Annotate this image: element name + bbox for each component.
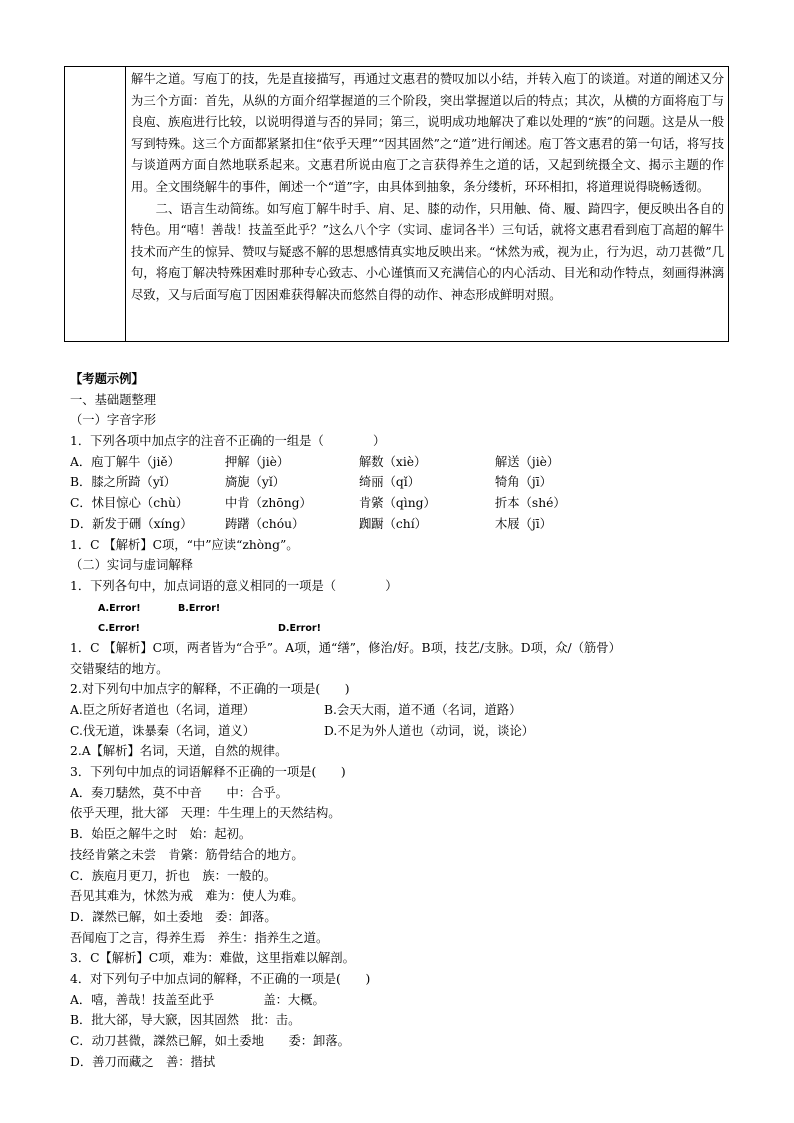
subsection-title: （一）字音字形	[70, 413, 157, 428]
option-line: 吾见其难为，怵然为戒 难为：使人为难。	[70, 889, 304, 904]
option: 肯綮（qìng）	[359, 496, 436, 511]
option-line: B．始臣之解牛之时 始：起初。	[70, 827, 252, 842]
answer: 3．C【解析】C项，难为：难做，这里指难以解剖。	[70, 951, 355, 966]
subsection-title: （二）实词与虚词解释	[70, 558, 193, 573]
table-column-divider	[125, 67, 126, 341]
option-b: B.Error!	[178, 602, 221, 614]
option-a: A.Error!	[98, 602, 141, 614]
option-line: 技经肯綮之未尝 肯綮：筋骨结合的地方。	[70, 847, 304, 862]
option: 旖旎（yǐ）	[225, 475, 286, 490]
option: B．膝之所踦（yǐ）	[70, 475, 176, 490]
exam-examples	[70, 369, 735, 1072]
option-b: B.会天大雨，道不通（名词，道路）	[324, 703, 522, 717]
analysis-table	[64, 66, 729, 342]
option-line: A．嘻，善哉！技盖至此乎 盖：大概。	[70, 992, 325, 1007]
question-stem: 2.对下列句中加点字的解释，不正确的一项是( )	[70, 682, 350, 697]
option: 绮丽（qǐ）	[359, 475, 420, 490]
section-heading: 【考题示例】	[70, 371, 144, 386]
option-d: D.Error!	[278, 623, 321, 635]
option-c: C.伐无道，诛暴秦（名词，道义）	[70, 723, 256, 738]
option-row	[70, 721, 735, 742]
option-line: D．謋然已解，如土委地 委：卸落。	[70, 909, 277, 924]
option-row	[70, 472, 735, 493]
option-line: A．奏刀騞然，莫不中音 中：合乎。	[70, 785, 288, 800]
option-c: C.Error!	[98, 623, 140, 635]
option: 解数（xiè）	[359, 454, 427, 469]
question-stem: 1．下列各句中，加点词语的意义相同的一项是（ ）	[70, 578, 398, 593]
option: A．庖丁解牛（jiě）	[70, 454, 180, 469]
option: 解送（jiè）	[495, 454, 560, 469]
answer: 1．C 【解析】C项，“中”应读“zhòng”。	[70, 537, 299, 552]
option-row	[70, 617, 735, 638]
analysis-paragraph-2: 二、语言生动简练。如写庖丁解牛时手、肩、足、膝的动作，只用触、倚、履、踦四字，便反映出各自的特色。用“嘻！善哉！技盖至此乎？”这么八个字（实词、虚词各半）三句话，就将文惠君看到庖丁高超的解牛技术而产生的惊异、赞叹与疑惑不解的思想感情真实地反映出来。“怵然为戒，视为止，行为迟，动刀甚微”几句，将庖丁解决特殊困难时那种专心致志、小心谨慎而又充满信心的内心活动、目光和动作特点，刻画得淋漓尽致，又与后面写庖丁因困难获得解决而悠然自得的动作、神态形成鲜明对照。	[131, 201, 724, 302]
option: D．新发于硎（xíng）	[70, 516, 193, 531]
section-title: 一、基础题整理	[70, 392, 157, 407]
option: 踟蹰（chí）	[359, 516, 427, 531]
option: 折本（shé）	[495, 496, 566, 511]
table-cell-content	[131, 69, 724, 307]
option-row	[70, 452, 735, 473]
option: 中肯（zhōng）	[225, 496, 312, 511]
option-row	[70, 514, 735, 535]
answer: 2.A【解析】名词，天道，自然的规律。	[70, 744, 288, 759]
option-line: 依乎天理，批大郤 天理：牛生理上的天然结构。	[70, 806, 341, 821]
option: 犄角（jī）	[495, 475, 552, 490]
option-line: D．善刀而藏之 善：揩拭	[70, 1054, 216, 1069]
question-stem: 4．对下列句子中加点词的解释，不正确的一项是( )	[70, 971, 371, 986]
option-row	[70, 493, 735, 514]
option-line: B．批大郤，导大窾，因其固然 批：击。	[70, 1013, 301, 1028]
answer: 1．C 【解析】C项，两者皆为“合乎”。A项，通“缮”，修治/好。B项，技艺/支脉。D项，众/（筋骨）	[70, 640, 621, 655]
option: 押解（jiè）	[225, 454, 290, 469]
option: 踌躇（chóu）	[225, 516, 305, 531]
option-line: 吾闻庖丁之言，得养生焉 养生：指养生之道。	[70, 930, 329, 945]
analysis-paragraph-1: 解牛之道。写庖丁的技，先是直接描写，再通过文惠君的赞叹加以小结，并转入庖丁的谈道。对道的阐述又分为三个方面：首先，从纵的方面介绍掌握道的三个阶段，突出掌握道以后的特点；其次，从横的方面将庖丁与良庖、族庖进行比较，以说明得道与否的异同；第三，说明成功地解决了难以处理的“族”的问题。这是从一般写到特殊。这三个方面都紧紧扣住“依乎天理”“因其固然”之“道”进行阐述。庖丁答文惠君的第一句话，将写技与谈道两方面自然地联系起来。文惠君所说由庖丁之言获得养生之道的话，又起到统摄全文、揭示主题的作用。全文围绕解牛的事件，阐述一个“道”字，由具体到抽象，条分缕析，环环相扣，将道理说得晓畅透彻。	[131, 72, 724, 194]
option-row	[70, 597, 735, 618]
option-line: C．族庖月更刀，折也 族：一般的。	[70, 868, 277, 883]
answer-continued: 交错聚结的地方。	[70, 661, 169, 676]
option: 木屐（jī）	[495, 516, 552, 531]
option-row	[70, 700, 735, 721]
option-line: C．动刀甚微，謋然已解，如土委地 委：卸落。	[70, 1034, 350, 1048]
option-d: D.不足为外人道也（动词，说，谈论）	[324, 723, 535, 738]
question-stem: 1．下列各项中加点字的注音不正确的一组是（ ）	[70, 434, 386, 449]
option: C．怵目惊心（chù）	[70, 496, 189, 511]
question-stem: 3．下列句中加点的词语解释不正确的一项是( )	[70, 765, 346, 780]
option-a: A.臣之所好者道也（名词，道理）	[70, 703, 255, 717]
